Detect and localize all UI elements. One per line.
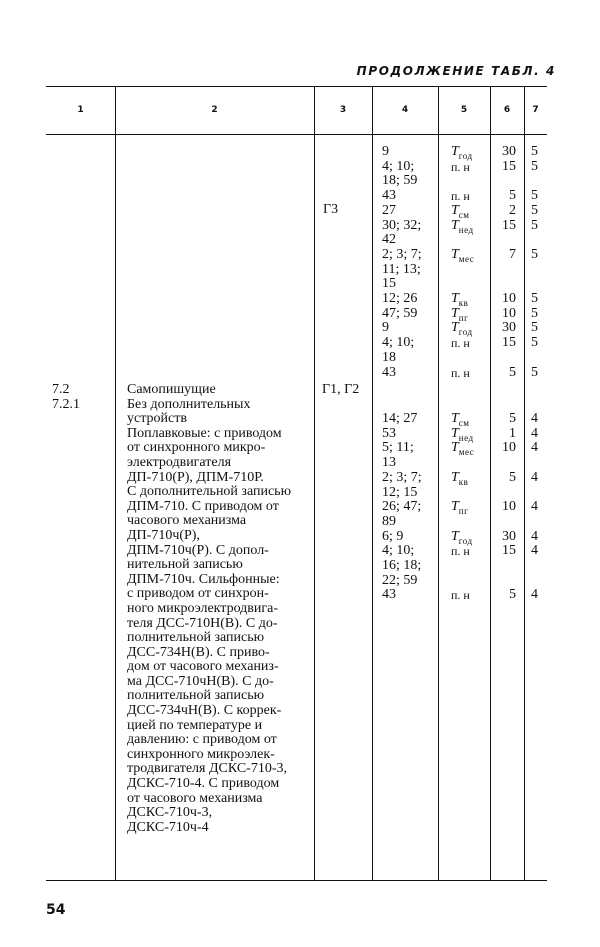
column-divider-4 <box>438 86 439 880</box>
block-a-row-0-col7: 5 <box>531 144 538 159</box>
block-a-row-2-col4: 18; 59 <box>382 173 418 189</box>
description-line: ма ДСС-710чН(В). С до- <box>127 673 274 689</box>
block-a-row-14-col4: 18 <box>382 349 396 365</box>
description-line: с приводом от синхрон- <box>127 586 269 602</box>
column-header-7: 7 <box>532 105 539 115</box>
description-line: ДСС-734Н(В). С приво- <box>127 644 270 660</box>
block-a-row-8-col4: 11; 13; <box>382 261 421 277</box>
block-b-description <box>127 383 310 835</box>
block-b-row-6-col4: 26; 47; <box>382 499 422 515</box>
block-a-row-5-col7: 5 <box>531 217 538 233</box>
block-a-row-1-col5: п. н <box>451 159 470 174</box>
block-a-row-11-col5: $Т_{пг}$ <box>451 305 469 323</box>
column-header-5: 5 <box>460 105 468 115</box>
block-b-row-2-col5: $Т_{мес}$ <box>451 440 475 458</box>
block-a-row-13-col4: 4; 10; <box>382 335 415 351</box>
block-a-row-1-col4: 4; 10; <box>382 158 415 174</box>
column-header-3: 3 <box>339 105 347 115</box>
block-b-row-7-col4: 89 <box>382 513 396 529</box>
block-b-row-6-col6: 10 <box>502 499 516 515</box>
block-b-row-1-col7: 4 <box>531 425 538 441</box>
description-line: нительной записью <box>127 557 243 573</box>
description-line: ДП-710ч(Р), <box>127 527 200 543</box>
description-line: от синхронного микро- <box>127 440 266 456</box>
block-b-row-2-col6: 10 <box>502 440 516 456</box>
description-line: часового механизма <box>127 513 247 529</box>
block-a-row-7-col5: $Т_{мес}$ <box>451 246 475 264</box>
table-top-rule <box>46 86 547 87</box>
description-line: тродвигателя ДСКС-710-3, <box>127 761 288 777</box>
block-b-col1-line2: 7.2.1 <box>52 397 80 412</box>
block-b-row-12-col6: 5 <box>509 587 516 603</box>
block-b-row-2-col7: 4 <box>531 440 538 456</box>
block-b-row-2-col4: 5; 11; <box>382 440 414 456</box>
description-line: ного микроэлектродвига- <box>127 600 279 616</box>
description-line: от часового механизма <box>127 790 263 806</box>
table-bottom-rule <box>46 880 547 881</box>
description-line: теля ДСС-710Н(В). С до- <box>127 615 278 631</box>
description-line: С дополнительной записью <box>127 484 292 500</box>
description-line: полнительной записью <box>127 630 265 646</box>
description-line: ДПМ-710ч(Р). С допол- <box>127 542 269 558</box>
block-a-row-15-col7: 5 <box>531 364 538 380</box>
block-a-row-0-col5: $Т_{год}$ <box>451 144 473 161</box>
column-header-6: 6 <box>503 105 511 115</box>
block-a-row-10-col4: 12; 26 <box>382 291 418 306</box>
block-b-row-5-col4: 12; 15 <box>382 484 418 500</box>
column-divider-6 <box>524 86 525 880</box>
block-a-row-4-col6: 2 <box>509 202 516 218</box>
block-b-col3: Г1, Г2 <box>322 382 360 397</box>
block-b-row-9-col4: 4; 10; <box>382 543 415 559</box>
column-divider-2 <box>314 86 315 880</box>
block-b-row-9-col6: 15 <box>502 543 516 559</box>
block-a-row-12-col6: 30 <box>502 320 516 336</box>
block-b-row-12-col7: 4 <box>531 587 538 603</box>
description-line: ДПМ-710ч. Сильфонные: <box>127 571 280 587</box>
block-b-row-11-col4: 22; 59 <box>382 572 418 588</box>
description-line: ДП-710(Р), ДПМ-710Р. <box>127 469 264 485</box>
block-b-row-1-col5: $Т_{нед}$ <box>451 425 474 443</box>
block-a-row-1-col7: 5 <box>531 158 538 174</box>
description-line: устройств <box>127 411 187 427</box>
block-a-row-3-col7: 5 <box>531 188 538 204</box>
description-line: дом от часового механиз- <box>127 659 279 675</box>
block-a-row-3-col5: п. н <box>451 189 470 204</box>
block-b-row-6-col5: $Т_{пг}$ <box>451 499 469 516</box>
description-line: ДСС-734чН(В). С коррек- <box>127 703 282 719</box>
block-b-row-8-col5: $Т_{год}$ <box>451 528 473 546</box>
block-a-row-13-col5: п. н <box>451 336 470 351</box>
table-caption: ПРОДОЛЖЕНИЕ ТАБЛ. 4 <box>356 64 556 78</box>
block-b-row-4-col7: 4 <box>531 469 538 485</box>
block-a-row-0-col4: 9 <box>382 144 389 159</box>
description-line: ДСКС-710ч-3, <box>127 805 213 821</box>
description-line: цией по температуре и <box>127 717 263 733</box>
description-line: ДСКС-710-4. С приводом <box>127 776 280 792</box>
block-b-row-0-col4: 14; 27 <box>382 411 418 426</box>
block-a-row-10-col7: 5 <box>531 291 538 306</box>
block-a-row-12-col7: 5 <box>531 320 538 336</box>
block-a-row-0-col6: 30 <box>502 144 516 159</box>
block-b-row-4-col5: $Т_{кв}$ <box>451 469 469 487</box>
block-a-row-4-col4: 27 <box>382 202 396 218</box>
block-b-row-12-col4: 43 <box>382 587 396 603</box>
block-a-col3: Г3 <box>323 202 339 217</box>
block-b-col1-line1: 7.2 <box>52 382 70 397</box>
column-divider-1 <box>115 86 116 880</box>
description-line: Поплавковые: с приводом <box>127 425 282 441</box>
block-b-row-10-col4: 16; 18; <box>382 558 422 573</box>
header-bottom-rule <box>46 134 547 135</box>
block-b-row-4-col6: 5 <box>509 469 516 485</box>
block-a-row-4-col5: $Т_{см}$ <box>451 202 470 220</box>
description-line: электродвигателя <box>127 454 232 470</box>
block-a-row-15-col6: 5 <box>509 364 516 380</box>
block-a-row-13-col7: 5 <box>531 335 538 351</box>
column-header-1: 1 <box>77 105 84 115</box>
block-a-row-10-col5: $Т_{кв}$ <box>451 291 469 308</box>
block-b-row-0-col5: $Т_{см}$ <box>451 411 470 428</box>
block-a-row-5-col4: 30; 32; <box>382 217 422 233</box>
description-line: давлению: с приводом от <box>127 732 277 748</box>
block-a-row-13-col6: 15 <box>502 335 516 351</box>
block-a-row-11-col4: 47; 59 <box>382 305 418 321</box>
block-b-row-3-col4: 13 <box>382 455 396 471</box>
block-b-row-0-col6: 5 <box>509 411 516 426</box>
block-b-row-1-col4: 53 <box>382 425 396 441</box>
block-a-row-10-col6: 10 <box>502 291 516 306</box>
block-b-row-8-col4: 6; 9 <box>382 528 404 544</box>
block-a-row-11-col6: 10 <box>502 305 516 321</box>
block-b-row-0-col7: 4 <box>531 411 538 426</box>
block-a-row-12-col4: 9 <box>382 320 389 336</box>
block-a-row-9-col4: 15 <box>382 276 396 292</box>
block-b-row-8-col6: 30 <box>502 528 516 544</box>
block-b-row-9-col5: п. н <box>451 544 470 559</box>
block-b-row-4-col4: 2; 3; 7; <box>382 469 422 485</box>
block-a-row-6-col4: 42 <box>382 232 396 248</box>
column-divider-3 <box>372 86 373 880</box>
column-header-4: 4 <box>401 105 409 115</box>
block-a-row-12-col5: $Т_{год}$ <box>451 320 473 338</box>
block-a-row-3-col6: 5 <box>509 188 516 204</box>
block-a-row-7-col4: 2; 3; 7; <box>382 246 422 262</box>
block-b-row-8-col7: 4 <box>531 528 538 544</box>
block-a-row-7-col6: 7 <box>509 246 516 262</box>
block-a-row-5-col6: 15 <box>502 217 516 233</box>
block-a-row-15-col4: 43 <box>382 364 396 380</box>
block-b-row-1-col6: 1 <box>509 425 516 441</box>
description-line: ДСКС-710ч-4 <box>127 819 209 835</box>
description-line: Без дополнительных <box>127 396 251 412</box>
description-line: синхронного микроэлек- <box>127 746 275 762</box>
block-a-row-1-col6: 15 <box>502 158 516 174</box>
block-a-row-4-col7: 5 <box>531 202 538 218</box>
description-line: Самопишущие <box>127 382 216 397</box>
block-a-row-7-col7: 5 <box>531 246 538 262</box>
block-a-row-5-col5: $Т_{нед}$ <box>451 217 474 235</box>
description-line: ДПМ-710. С приводом от <box>127 498 279 514</box>
column-header-2: 2 <box>211 105 218 115</box>
page-number: 54 <box>46 902 66 918</box>
block-a-row-3-col4: 43 <box>382 188 396 204</box>
description-line: полнительной записью <box>127 688 265 704</box>
block-b-row-6-col7: 4 <box>531 499 538 515</box>
block-a-row-11-col7: 5 <box>531 305 538 321</box>
block-a-row-15-col5: п. н <box>451 365 470 380</box>
block-b-row-12-col5: п. н <box>451 588 470 603</box>
block-b-row-9-col7: 4 <box>531 543 538 559</box>
